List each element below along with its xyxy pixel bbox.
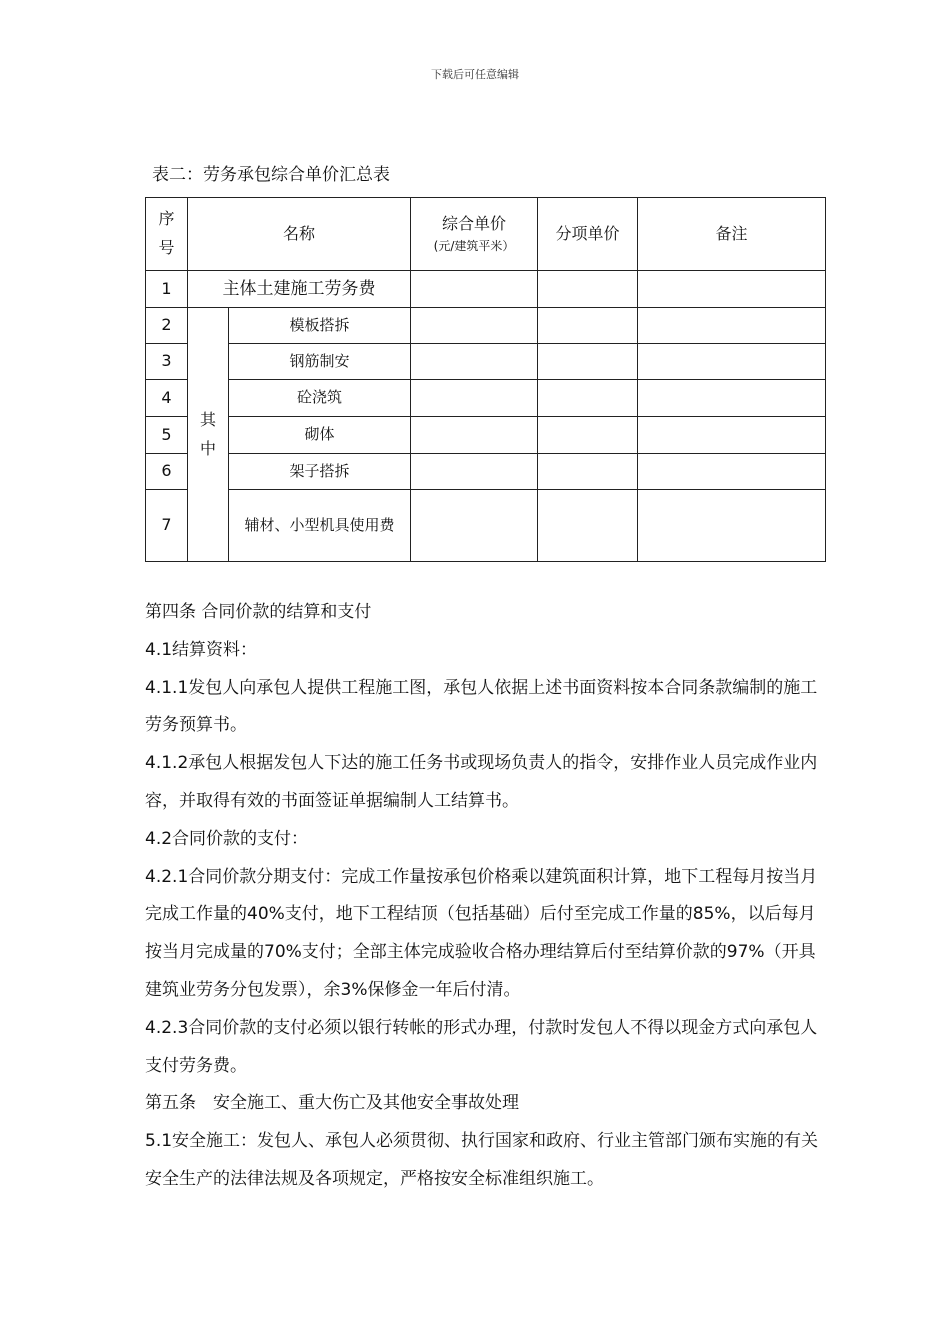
table-row xyxy=(146,490,826,562)
header-name: 名称 xyxy=(188,198,411,271)
row-name: 辅材、小型机具使用费 xyxy=(229,490,411,562)
group-label: 其中 xyxy=(188,308,229,562)
cell-unit-price xyxy=(411,344,538,380)
row-name: 主体土建施工劳务费 xyxy=(188,271,411,308)
header-remark: 备注 xyxy=(638,198,826,271)
table-row xyxy=(146,271,826,308)
row-name: 架子搭拆 xyxy=(229,454,411,490)
header-unit-price: 综合单价 (元/建筑平米） xyxy=(411,198,538,271)
cell-unit-price xyxy=(411,380,538,417)
cell-item-price xyxy=(538,454,638,490)
paragraph: 4.2合同价款的支付： xyxy=(145,828,309,849)
cell-remark xyxy=(638,271,826,308)
row-no: 7 xyxy=(146,490,188,562)
row-name: 钢筋制安 xyxy=(229,344,411,380)
header-unit-price-sub: (元/建筑平米） xyxy=(433,238,515,253)
table-row xyxy=(146,454,826,490)
cell-remark xyxy=(638,454,826,490)
row-no: 2 xyxy=(146,308,188,344)
paragraph: 4.2.1合同价款分期支付：完成工作量按承包价格乘以建筑面积计算，地下工程每月按当月完成工作量的40%支付，地下工程结顶（包括基础）后付至完成工作量的85%，以后每月按当月完成量的70%支付；全部主体完成验收合格办理结算后付至结算价款的97%（开具建筑业劳务分包发票），余3%保修金一年后付清。 xyxy=(145,866,818,1000)
cell-remark xyxy=(638,417,826,454)
cell-remark xyxy=(638,380,826,417)
cell-unit-price xyxy=(411,308,538,344)
paragraph: 4.1结算资料： xyxy=(145,639,258,660)
row-no: 4 xyxy=(146,380,188,417)
row-no: 1 xyxy=(146,271,188,308)
table-header-row xyxy=(146,198,826,271)
cell-unit-price xyxy=(411,417,538,454)
cell-unit-price xyxy=(411,454,538,490)
cell-item-price xyxy=(538,380,638,417)
cell-item-price xyxy=(538,308,638,344)
table-row xyxy=(146,417,826,454)
page-header-note: 下载后可任意编辑 xyxy=(431,68,519,81)
row-name: 砌体 xyxy=(229,417,411,454)
cell-remark xyxy=(638,344,826,380)
cell-remark xyxy=(638,490,826,562)
row-no: 6 xyxy=(146,454,188,490)
cell-item-price xyxy=(538,417,638,454)
cell-remark xyxy=(638,308,826,344)
row-name: 模板搭拆 xyxy=(229,308,411,344)
section-heading: 第五条 安全施工、重大伤亡及其他安全事故处理 xyxy=(145,1093,519,1114)
paragraph: 4.2.3合同价款的支付必须以银行转帐的形式办理，付款时发包人不得以现金方式向承包人支付劳务费。 xyxy=(145,1017,818,1076)
paragraph: 5.1安全施工：发包人、承包人必须贯彻、执行国家和政府、行业主管部门颁布实施的有关安全生产的法律法规及各项规定，严格按安全标准组织施工。 xyxy=(145,1131,819,1189)
paragraph: 4.1.1发包人向承包人提供工程施工图，承包人依据上述书面资料按本合同条款编制的施工劳务预算书。 xyxy=(145,677,818,736)
cell-unit-price xyxy=(411,490,538,562)
cell-item-price xyxy=(538,490,638,562)
section-heading: 第四条 合同价款的结算和支付 xyxy=(145,602,372,622)
row-no: 5 xyxy=(146,417,188,454)
cell-item-price xyxy=(538,271,638,308)
table-row xyxy=(146,344,826,380)
paragraph: 4.1.2承包人根据发包人下达的施工任务书或现场负责人的指令，安排作业人员完成作业内容，并取得有效的书面签证单据编制人工结算书。 xyxy=(145,753,818,811)
cell-unit-price xyxy=(411,271,538,308)
unit-price-summary-table xyxy=(145,197,826,562)
header-seq: 序号 xyxy=(146,198,188,271)
table-title: 表二：劳务承包综合单价汇总表 xyxy=(152,165,390,185)
row-name: 砼浇筑 xyxy=(229,380,411,417)
contract-body xyxy=(145,594,825,1199)
cell-item-price xyxy=(538,344,638,380)
table-row xyxy=(146,308,826,344)
header-item-price: 分项单价 xyxy=(538,198,638,271)
table-row xyxy=(146,380,826,417)
row-no: 3 xyxy=(146,344,188,380)
